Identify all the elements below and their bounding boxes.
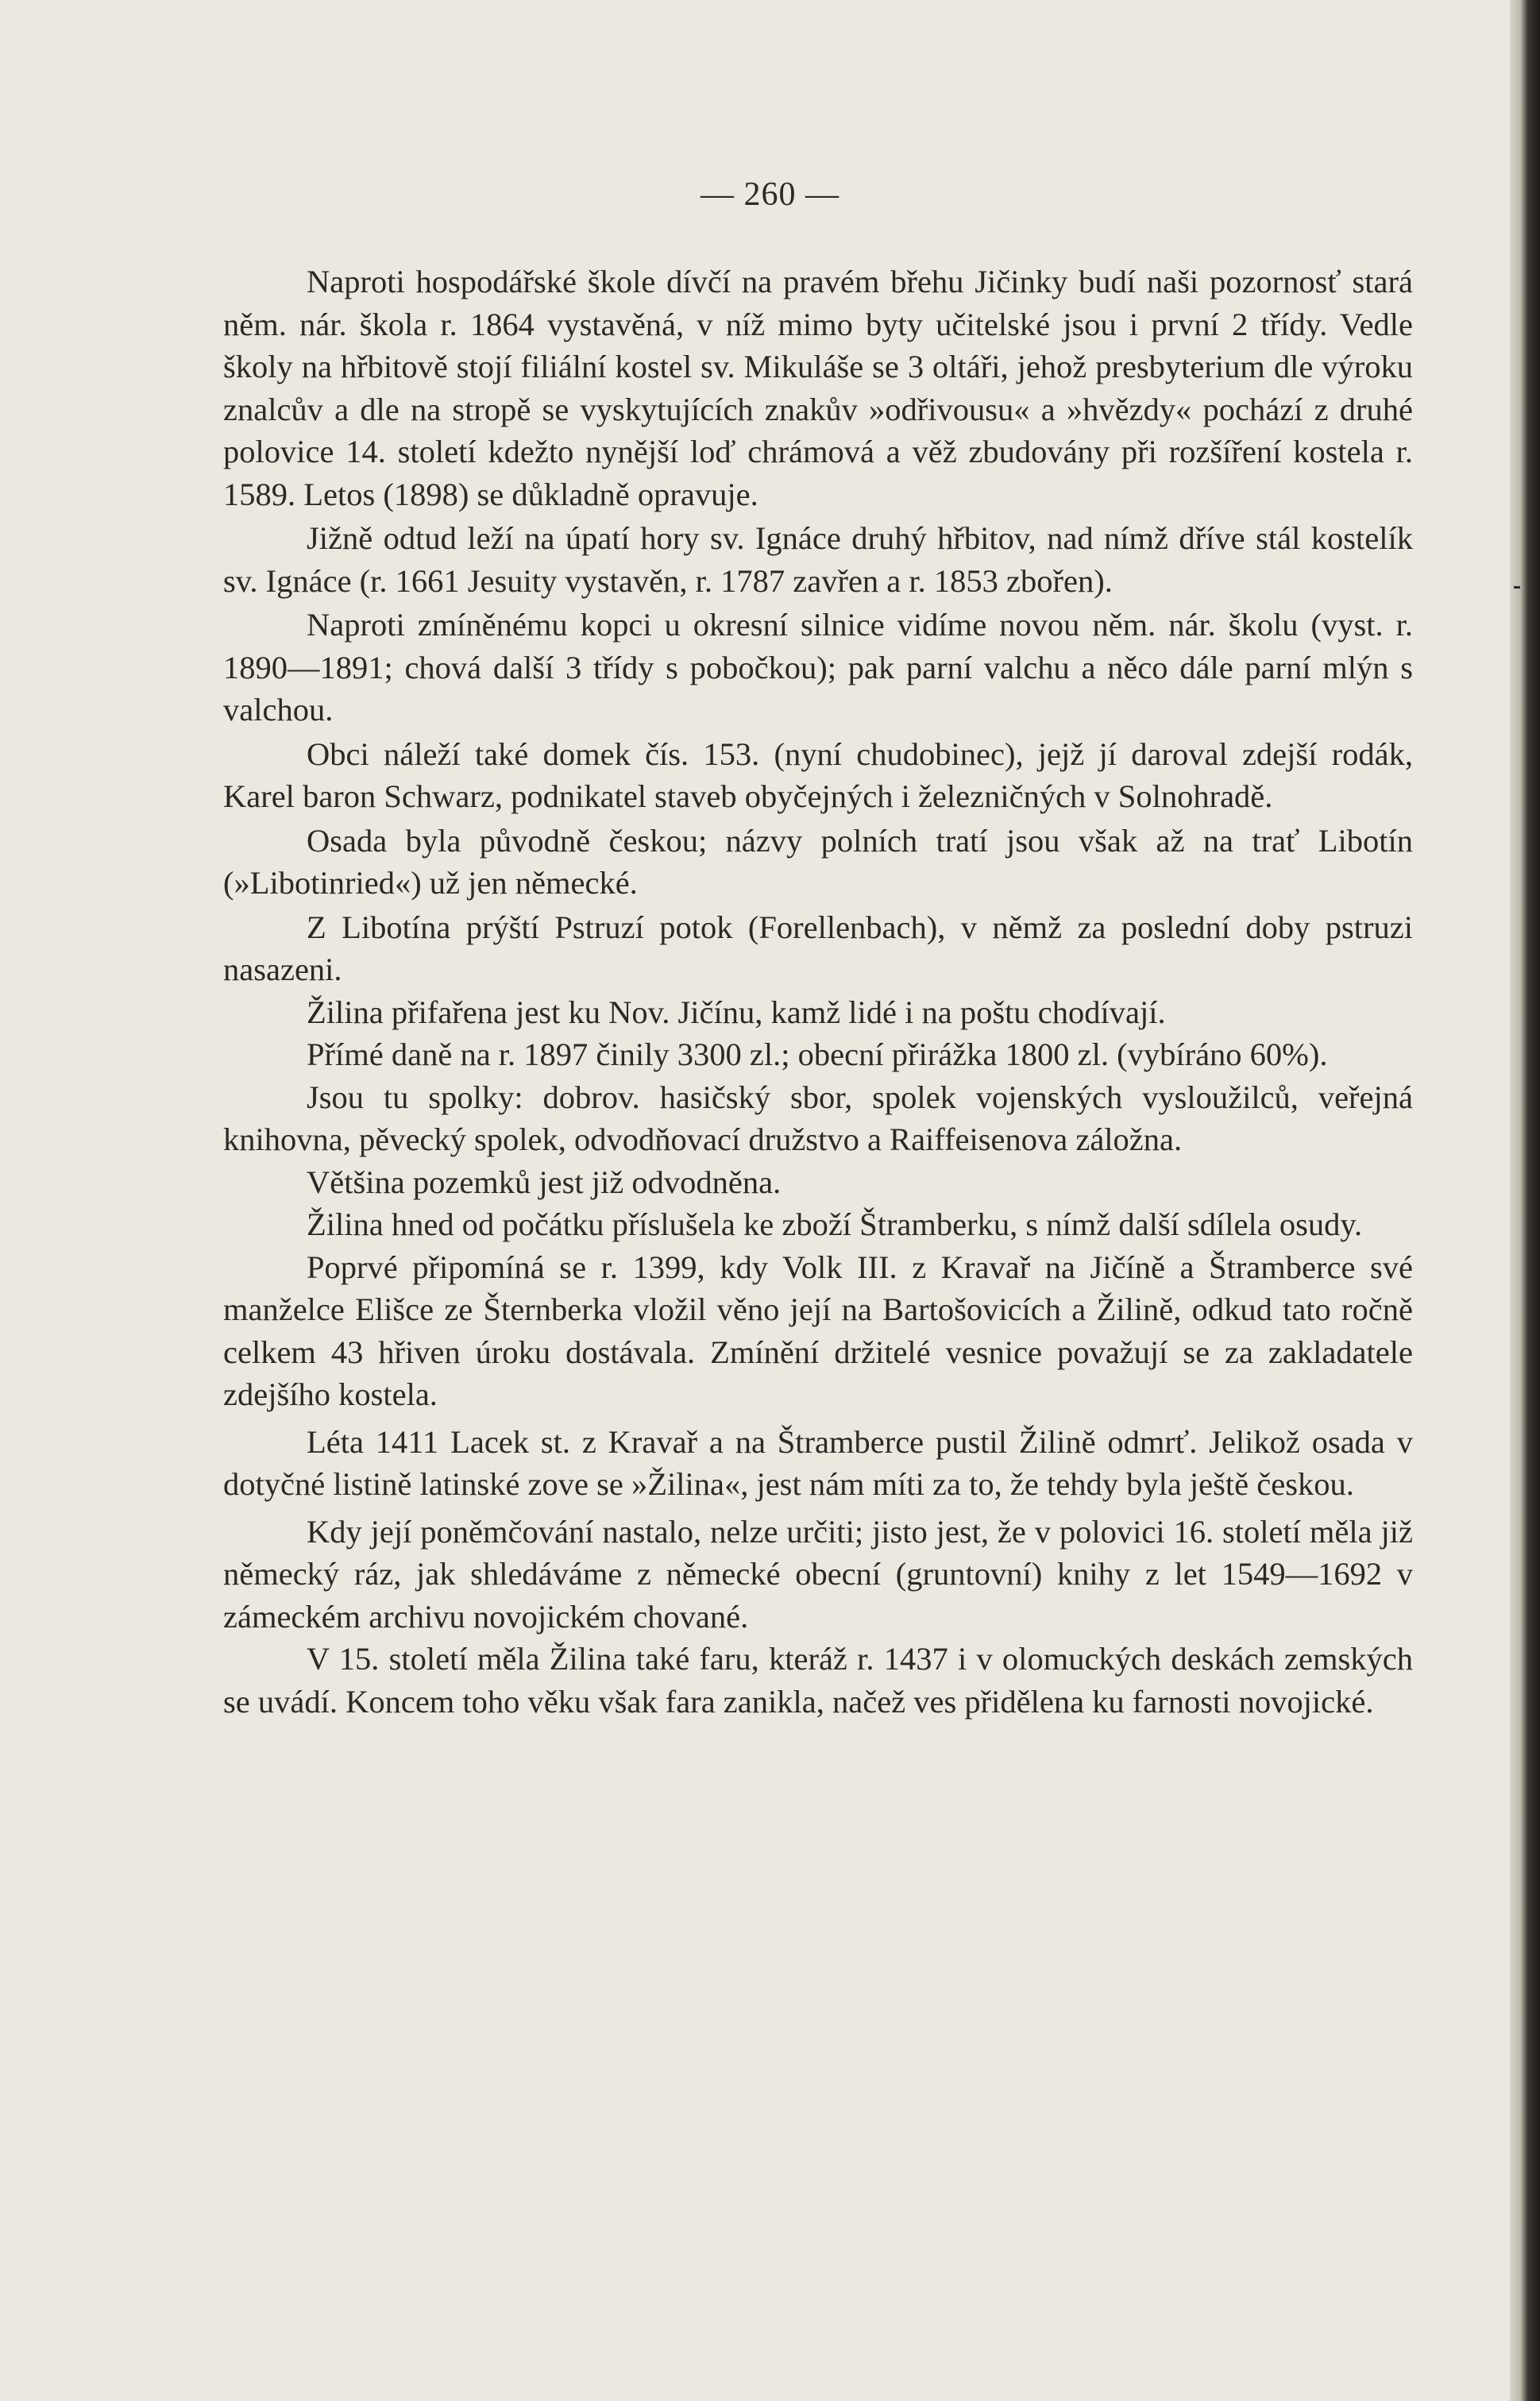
paragraph-7: Žilina přifařena jest ku Nov. Jičínu, kamž lidé i na poštu chodívají. (307, 994, 1166, 1030)
paragraph-15: V 15. století měla Žilina také faru, kteráž r. 1437 i v olomuckých deskách zemských se uvádí. Koncem toho věku však fara zanikla, načež ves přidělena ku farnosti novojické. (223, 1641, 1413, 1720)
edge-mark (1514, 586, 1520, 589)
paragraph-10: Většina pozemků jest již odvodněna. (307, 1164, 782, 1200)
paragraph-11: Žilina hned od počátku příslušela ke zboží Štramberku, s nímž další sdílela osudy. (307, 1206, 1363, 1242)
page-number: — 260 — (701, 176, 839, 213)
paragraph-8: Přímé daně na r. 1897 činily 3300 zl.; obecní přirážka 1800 zl. (vybíráno 60%). (307, 1036, 1328, 1072)
paragraph-9: Jsou tu spolky: dobrov. hasičský sbor, spolek vojenských vysloužilců, veřejná knihovna, pěvecký spolek, odvodňovací družstvo a Raiffeisenova záložna. (223, 1079, 1413, 1157)
paragraph-1: Naproti hospodářské škole dívčí na pravém břehu Jičinky budí naši pozornosť stará něm. nár. škola r. 1864 vystavěná, v níž mimo byty učitelské jsou i první 2 třídy. Vedle školy na hřbitově stojí filiální kostel sv. Mikuláše se 3 oltáři, jehož presbyterium dle výroku znalcův a dle na stropě se vyskytujících znakův »odřivousu« a »hvězdy« pochází z druhé polovice 14. století kdežto nynější loď chrámová a věž zbudovány při rozšíření kostela r. 1589. Letos (1898) se důkladně opravuje. (223, 264, 1413, 512)
paragraph-14: Kdy její poněmčování nastalo, nelze určiti; jisto jest, že v polovici 16. století měla již německý ráz, jak shledáváme z německé obecní (gruntovní) knihy z let 1549—1692 v zámeckém archivu novojickém chované. (223, 1513, 1413, 1635)
paragraph-3: Naproti zmíněnému kopci u okresní silnice vidíme novou něm. nár. školu (vyst. r. 1890—1891; chová další 3 třídy s pobočkou); pak parní valchu a něco dále parní mlýn s valchou. (223, 607, 1413, 728)
page-gutter-edge (1510, 0, 1540, 2401)
body-text (223, 261, 1413, 1723)
paragraph-6: Z Libotína prýští Pstruzí potok (Forellenbach), v němž za poslední doby pstruzi nasazeni. (223, 909, 1413, 987)
paragraph-12: Poprvé připomíná se r. 1399, kdy Volk III. z Kravař na Jičíně a Štramberce své manželce Elišce ze Šternberka vložil věno její na Bartošovicích a Žilině, odkud tato ročně celkem 43 hřiven úroku dostávala. Zmínění držitelé vesnice považují se za zakladatele zdejšího kostela. (223, 1249, 1413, 1412)
paragraph-5: Osada byla původně českou; názvy polních tratí jsou však až na trať Libotín (»Libotinried«) už jen německé. (223, 822, 1413, 901)
paragraph-13: Léta 1411 Lacek st. z Kravař a na Štramberce pustil Žilině odmrť. Jelikož osada v dotyčné listině latinské zove se »Žilina«, jest nám míti za to, že tehdy byla ještě českou. (223, 1423, 1413, 1502)
paragraph-2: Jižně odtud leží na úpatí hory sv. Ignáce druhý hřbitov, nad nímž dříve stál kostelík sv. Ignáce (r. 1661 Jesuity vystavěn, r. 1787 zavřen a r. 1853 zbořen). (223, 520, 1413, 599)
paragraph-4: Obci náleží také domek čís. 153. (nyní chudobinec), jejž jí daroval zdejší rodák, Karel baron Schwarz, podnikatel staveb obyčejných i železničných v Solnohradě. (223, 735, 1413, 814)
